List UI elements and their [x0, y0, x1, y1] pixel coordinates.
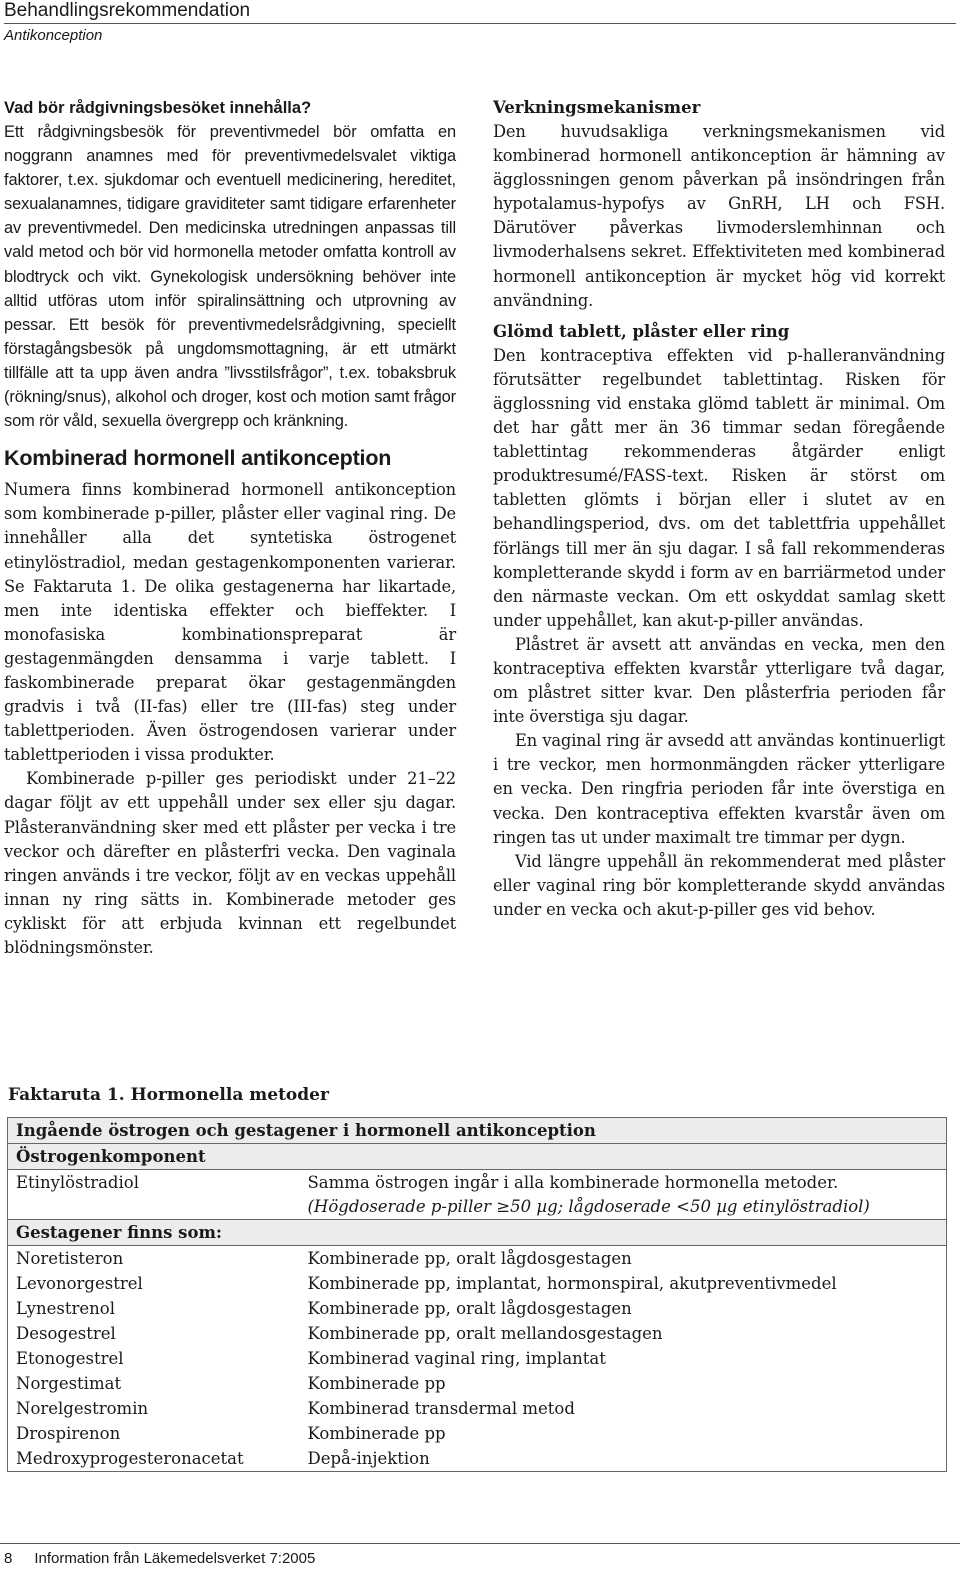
- gestagen-name: Etonogestrel: [8, 1346, 300, 1371]
- combined-heading: Kombinerad hormonell antikonception: [4, 446, 392, 471]
- gestagen-name: Norelgestromin: [8, 1396, 300, 1421]
- mechanism-paragraph: Den huvudsakliga verkningsmekanismen vid kombinerad hormonell antikonception är hämning av ägglossningen genom påverkan på insöndringen från hypotalamus-hypofys av GnRH, LH och FSH. Därutöver påverkas livmoderslemhinnan och livmoderhalsens sekret. Effektiviteten med kombinerad hormonell antikonception är mycket hög vid korrekt användning.: [493, 122, 945, 310]
- counselling-paragraph: Ett rådgivningsbesök för preventivmedel bör omfatta en noggrann anamnes med för preventivmedelsvalet viktiga faktorer, t.ex. sjukdomar och eventuell medicinering, hereditet, sexualanamnes, tidigare graviditeter samt tidigare erfarenheter av preventivmedel. Den medicinska utredningen anpassas till vald metod och bör vid hormonella metoder omfatta kontroll av blodtryck och vikt. Gynekologisk undersökning behöver inte alltid utföras utom inför spiralinsättning och utprovning av pessar. Ett besök för preventivmedelsrådgivning, speciellt förstagångsbesök på ungdomsmottagning, är ett utmärkt tillfälle att ta upp även andra ”livsstilsfrågor”, t.ex. tobaksbruk (rökning/snus), alkohol och droger, kost och motion samt frågor som rör våld, sexuella övergrepp och kränkning.: [4, 123, 456, 431]
- gestagen-use: Kombinerade pp, implantat, hormonspiral, akutpreventivmedel: [300, 1271, 947, 1296]
- table-row: [8, 1446, 947, 1472]
- gestagen-name: Drospirenon: [8, 1421, 300, 1446]
- gestagen-header: Gestagener finns som:: [8, 1220, 947, 1246]
- table-row: [8, 1271, 947, 1296]
- table-row: [8, 1346, 947, 1371]
- ring-paragraph: En vaginal ring är avsedd att användas kontinuerligt i tre veckor, men hormonmängden räcker ytterligare en vecka. Den ringfria perioden får inte överstiga en vecka. Den kontraceptiva effekten kvarstår även om ringen tas ut under maximalt tre timmar per dygn.: [493, 731, 945, 847]
- gestagen-use: Depå-injektion: [300, 1446, 947, 1472]
- page-header: [4, 0, 956, 44]
- factbox-title: Faktaruta 1. Hormonella metoder: [8, 1085, 329, 1105]
- gestagen-use: Kombinerade pp: [300, 1371, 947, 1396]
- page-footer: [4, 1549, 337, 1569]
- gestagen-name: Desogestrel: [8, 1321, 300, 1346]
- gestagen-name: Lynestrenol: [8, 1296, 300, 1321]
- estrogen-desc-text: Samma östrogen ingår i alla kombinerade hormonella metoder.: [307, 1173, 839, 1192]
- estrogen-dose-note: (Högdoserade p-piller ≥50 µg; lågdoserade <50 µg etinylöstradiol): [307, 1197, 870, 1216]
- right-column: [493, 96, 945, 922]
- missed-dose-heading: Glömd tablett, plåster eller ring: [493, 321, 790, 341]
- estrogen-description: [300, 1170, 947, 1220]
- combined-paragraph-1: Numera finns kombinerad hormonell antikonception som kombinerade p-piller, plåster eller vaginal ring. De innehåller alla det syntetiska östrogenet etinylöstradiol, medan gestagenkomponenten varierar. Se Faktaruta 1. De olika gestagenerna har likartade, men inte identiska effekter och bieffekter. I monofasiska kombinationspreparat är gestagenmängden densamma i varje tablett. I faskombinerade preparat ökar gestagenmängden gradvis i två (II-fas) eller tre (III-fas) steg under tablettperioden. Även östrogendosen varierar under tablettperioden i vissa produkter.: [4, 480, 456, 765]
- table-row: [8, 1371, 947, 1396]
- gestagen-use: Kombinerade pp, oralt lågdosgestagen: [300, 1246, 947, 1272]
- mechanism-heading: Verkningsmekanismer: [493, 98, 701, 117]
- gestagen-name: Medroxyprogesteronacetat: [8, 1446, 300, 1472]
- table-row: [8, 1246, 947, 1272]
- gestagen-use: Kombinerad transdermal metod: [300, 1396, 947, 1421]
- footer-rule: [0, 1543, 960, 1544]
- factbox-table: [7, 1117, 947, 1472]
- patch-paragraph: Plåstret är avsett att användas en vecka, men den kontraceptiva effekten kvarstår ytterligare två dagar, om plåstret sitter kvar. Den plåsterfria perioden får inte överstiga sju dagar.: [493, 634, 945, 727]
- gestagen-name: Noretisteron: [8, 1246, 300, 1272]
- missed-dose-paragraph: Den kontraceptiva effekten vid p-halleranvändning förutsätter regelbundet tablettintag. Risken för ägglossning vid enstaka glömd tablett är minimal. Om det har gått mer än 36 timmar sedan föregående tablettintag rekommenderas åtgärder enligt produktresumé/FASS-text. Risken är störst om tabletten glömts i början eller i slutet av en behandlingsperiod, dvs. om det tablettfria uppehållet förlängs till mer än sju dagar. I så fall rekommenderas kompletterande skydd i form av en barriärmetod under den närmaste veckan. Om ett oskyddat samlag skett under uppehållet, kan akut-p-piller användas.: [493, 345, 945, 630]
- estrogen-row: [8, 1170, 947, 1220]
- table-row: [8, 1421, 947, 1446]
- table-row: [8, 1396, 947, 1421]
- gestagen-header-row: [8, 1220, 947, 1246]
- gestagen-use: Kombinerade pp: [300, 1421, 947, 1446]
- gestagen-use: Kombinerade pp, oralt mellandosgestagen: [300, 1321, 947, 1346]
- gestagen-use: Kombinerad vaginal ring, implantat: [300, 1346, 947, 1371]
- question-heading: Vad bör rådgivningsbesöket innehålla?: [4, 99, 312, 117]
- left-column: [4, 96, 456, 960]
- gestagen-use: Kombinerade pp, oralt lågdosgestagen: [300, 1296, 947, 1321]
- gestagen-name: Norgestimat: [8, 1371, 300, 1396]
- estrogen-name: Etinylöstradiol: [8, 1170, 300, 1220]
- table-row: [8, 1321, 947, 1346]
- table-header-row: [8, 1118, 947, 1144]
- extended-break-paragraph: Vid längre uppehåll än rekommenderat med plåster eller vaginal ring bör kompletterande skydd användas under en vecka och akut-p-piller ges vid behov.: [493, 851, 945, 919]
- section-title: Behandlingsrekommendation: [4, 0, 251, 21]
- table-row: [8, 1296, 947, 1321]
- publication-source: Information från Läkemedelsverket 7:2005: [34, 1550, 316, 1567]
- estrogen-header-row: [8, 1144, 947, 1170]
- gestagen-name: Levonorgestrel: [8, 1271, 300, 1296]
- table-main-header: Ingående östrogen och gestagener i hormonell antikonception: [8, 1118, 947, 1144]
- section-subtitle: Antikonception: [4, 27, 103, 44]
- combined-paragraph-2: Kombinerade p-piller ges periodiskt under 21–22 dagar följt av ett uppehåll under sex eller sju dagar. Plåsteranvändning sker med ett plåster per vecka i tre veckor och därefter en plåsterfri vecka. Den vaginala ringen används i tre veckor, följt av en veckas uppehåll innan ny ring sätts in. Kombinerade metoder ges cykliskt för att erbjuda kvinnan ett regelbundet blödningsmönster.: [4, 769, 456, 957]
- estrogen-header: Östrogenkomponent: [8, 1144, 947, 1170]
- header-rule: [4, 23, 956, 24]
- page-number: 8: [4, 1550, 13, 1567]
